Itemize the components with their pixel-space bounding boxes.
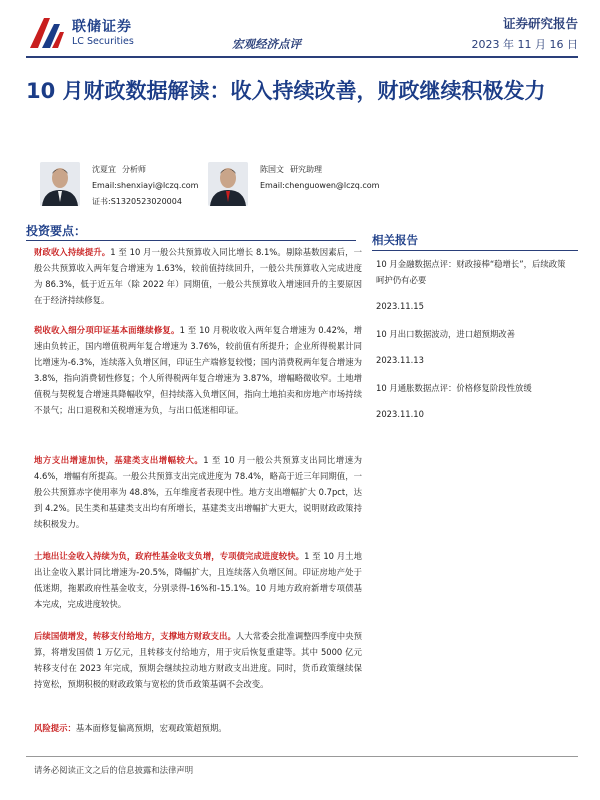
company-name-en: LC Securities xyxy=(72,36,134,47)
avatar xyxy=(208,162,248,206)
highlight-paragraph xyxy=(34,322,362,418)
page-title: 10 月财政数据解读：收入持续改善，财政继续积极发力 xyxy=(26,79,546,103)
paragraph-lead: 后续国债增发，转移支付给地方，支撑地方财政支出。 xyxy=(34,631,236,641)
paragraph-lead: 地方支出增速加快，基建类支出增幅较大。 xyxy=(34,455,204,465)
related-report-date: 2023.11.13 xyxy=(376,355,424,365)
related-report-date: 2023.11.10 xyxy=(376,409,424,419)
paragraph-text: 1 至 10 月土地出让金收入累计同比增速为-20.5%，降幅扩大，且连续落入负增区间。印证房地产处于低迷期，拖累政府性基金收支，分别录得-16%和-15.1%。10 月地方政府新增专项债基本完成，完成进度较快。 xyxy=(34,551,362,609)
paragraph-text: 1 至 10 月一般公共预算收入同比增长 8.1%。剔除基数因素后，一般公共预算收入两年复合增速为 1.63%，较前值持续回升，一般公共预算收入完成进度为 86.3%，低于近五年（除 2022 年）同期值，一般公共预算收入增速回升的主要原因在于经济持续修复。 xyxy=(34,247,362,305)
company-logo-icon xyxy=(26,14,66,50)
related-report-title[interactable]: 10 月金融数据点评：财政接棒“稳增长”，后续政策呵护仍有必要 xyxy=(376,259,566,285)
analyst-role: 研究助理 xyxy=(290,165,322,174)
analyst-role: 分析师 xyxy=(122,165,146,174)
paragraph-lead: 税收收入细分项印证基本面继续修复。 xyxy=(34,325,180,335)
report-date: 2023 年 11 月 16 日 xyxy=(471,38,578,51)
footer-disclaimer: 请务必阅读正文之后的信息披露和法律声明 xyxy=(34,765,194,775)
related-reports-divider xyxy=(372,250,578,251)
highlight-paragraph xyxy=(34,452,362,532)
analyst-email[interactable]: Email:chenguowen@lczq.com xyxy=(260,181,380,190)
analyst-name: 沈夏宜 xyxy=(92,165,116,174)
paragraph-text: 1 至 10 月一般公共预算支出同比增速为 4.6%，增幅有所提高。一般公共预算支出完成进度为 78.4%，略高于近三年同期值，一般公共预算赤字使用率为 48.8%，五年维度者表现中性。地方支出增幅扩大 0.7pct，达到 4.2%。民生类和基建类支出均有所增长，基建类支出增幅扩大更大，说明财政政策持续积极发力。 xyxy=(34,455,362,529)
analyst-info xyxy=(92,162,198,210)
footer-divider xyxy=(26,756,578,757)
analyst-certificate: 证书:S1320523020004 xyxy=(92,197,182,206)
paragraph-text: 1 至 10 月税收收入两年复合增速为 0.42%，增速由负转正，国内增值税两年复合增速为 3.76%，较前值有所提升；企业所得税累计同比增速为-6.3%，连续落入负增区间，印证生产端修复较慢；国内消费税两年复合增速为 3.8%，指向消费韧性修复；个人所得税两年复合增速为 3.87%，增幅略微收窄。土地增值税与契税复合增速具降幅收窄，但持续落入负增区间，指向土地拍卖和房地产市场持续不景气；出口退税和关税增速为负，与出口低迷相印证。 xyxy=(34,325,362,415)
person-icon xyxy=(40,162,80,206)
investment-highlights-heading xyxy=(26,222,356,239)
company-name-cn: 联储证券 xyxy=(72,19,132,35)
highlight-paragraph xyxy=(34,244,362,308)
section-divider xyxy=(26,240,356,241)
related-reports-list xyxy=(376,256,572,434)
related-report-date: 2023.11.15 xyxy=(376,301,424,311)
analyst-card xyxy=(208,162,408,214)
risk-text: 基本面修复偏离预期，宏观政策超预期。 xyxy=(75,723,227,733)
report-type: 证券研究报告 xyxy=(502,16,578,31)
paragraph-text: 人大常委会批准调整四季度中央预算，将增发国债 1 万亿元，且转移支付给地方，用于灾后恢复重建等。其中 5000 亿元转移支付在 2023 年完成，预期会继续拉动地方财政支出进度。同时，货币政策继续保持宽松，预期积极的财政政策与宽松的货币政策基调不会改变。 xyxy=(34,631,363,689)
analyst-info xyxy=(260,162,379,194)
person-icon xyxy=(208,162,248,206)
related-reports-heading xyxy=(372,232,578,248)
risk-warning xyxy=(34,720,362,736)
related-report-item[interactable] xyxy=(376,380,572,422)
company-logo xyxy=(26,12,176,52)
paragraph-lead: 财政收入持续提升。 xyxy=(34,247,111,257)
analyst-email[interactable]: Email:shenxiayi@lczq.com xyxy=(92,181,199,190)
related-reports-label: 相关报告 xyxy=(372,233,418,247)
related-report-title[interactable]: 10 月出口数据波动，进口超预期改善 xyxy=(376,329,515,339)
highlight-paragraph xyxy=(34,628,362,692)
related-report-item[interactable] xyxy=(376,326,572,368)
highlight-paragraph xyxy=(34,548,362,612)
paragraph-lead: 土地出让金收入持续为负，政府性基金收支负增，专项债完成进度较快。 xyxy=(34,551,305,561)
document-type: 宏观经济点评 xyxy=(232,37,301,51)
header-divider xyxy=(26,56,578,58)
related-report-title[interactable]: 10 月通胀数据点评：价格修复阶段性放缓 xyxy=(376,383,532,393)
analyst-name: 陈国文 xyxy=(260,165,284,174)
risk-lead: 风险提示： xyxy=(34,723,76,733)
report-header xyxy=(0,0,600,64)
section-label: 投资要点： xyxy=(26,224,87,238)
related-report-item[interactable] xyxy=(376,256,572,314)
avatar xyxy=(40,162,80,206)
